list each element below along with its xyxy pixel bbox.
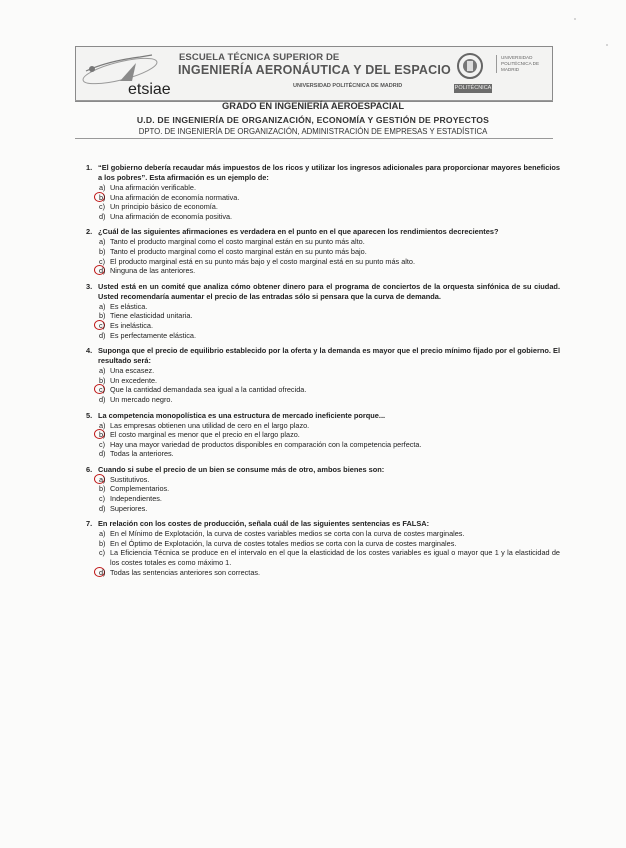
option-letter: d) xyxy=(99,394,106,404)
option-text: Un principio básico de economía. xyxy=(110,202,218,212)
option-d xyxy=(99,211,560,222)
scan-speck xyxy=(606,44,608,46)
question-number: 5. xyxy=(86,410,93,420)
option-text: Tanto el producto marginal como el costo marginal están en su punto más bajo. xyxy=(110,246,367,256)
school-name-line1: ESCUELA TÉCNICA SUPERIOR DE xyxy=(179,52,340,63)
unit-title: U.D. DE INGENIERÍA DE ORGANIZACIÓN, ECONOMÍA Y GESTIÓN DE PROYECTOS xyxy=(136,115,490,125)
option-c xyxy=(99,320,560,331)
option-c xyxy=(99,439,560,450)
option-d xyxy=(99,503,560,514)
option-text: En el Óptimo de Explotación, la curva de costes totales medios se corta con la curva de costes marginales. xyxy=(110,538,457,548)
question-number: 3. xyxy=(86,281,93,291)
option-letter: c) xyxy=(99,548,106,558)
option-letter: d) xyxy=(99,330,106,340)
option-text: Sustitutivos. xyxy=(110,474,150,484)
question-number: 7. xyxy=(86,519,93,529)
option-letter: a) xyxy=(99,301,106,311)
option-text: Todas las sentencias anteriores son correctas. xyxy=(110,567,261,577)
option-text: Es inelástica. xyxy=(110,320,153,330)
question-text: La competencia monopolística es una estructura de mercado ineficiente porque... xyxy=(98,410,386,420)
question-number: 2. xyxy=(86,227,93,237)
option-letter: d) xyxy=(99,567,106,577)
scan-speck xyxy=(574,18,576,20)
divider xyxy=(75,138,553,139)
option-a xyxy=(99,237,560,247)
option-letter: a) xyxy=(99,237,106,247)
option-letter: d) xyxy=(99,449,106,459)
option-b xyxy=(99,484,560,494)
option-a xyxy=(99,301,560,312)
option-letter: c) xyxy=(99,320,106,330)
option-b xyxy=(99,192,560,203)
option-letter: b) xyxy=(99,430,106,440)
option-d xyxy=(99,567,560,578)
option-text: La Eficiencia Técnica se produce en el intervalo en el que la elasticidad de los costes variables es igual o mayor que 1 y la elasticidad de los costes totales es como máximo 1. xyxy=(110,548,560,568)
option-text: El producto marginal está en su punto más bajo y el costo marginal está en su punto más alto. xyxy=(110,256,416,266)
university-name: UNIVERSIDAD POLITÉCNICA DE MADRID xyxy=(293,83,403,89)
option-text: Tanto el producto marginal como el costo marginal están en su punto más alto. xyxy=(110,237,365,247)
option-text: Es elástica. xyxy=(110,301,148,311)
option-d xyxy=(99,266,560,276)
option-text: El costo marginal es menor que el precio en el largo plazo. xyxy=(110,430,300,440)
option-a xyxy=(99,366,560,376)
question-3 xyxy=(86,281,560,340)
option-b xyxy=(99,246,560,257)
question-7 xyxy=(86,519,560,577)
option-text: Una escasez. xyxy=(110,366,155,376)
option-a xyxy=(99,474,560,485)
option-text: Independientes. xyxy=(110,494,162,504)
department-title: DPTO. DE INGENIERÍA DE ORGANIZACIÓN, ADMINISTRACIÓN DE EMPRESAS Y ESTADÍSTICA xyxy=(138,127,488,136)
option-d xyxy=(99,394,560,405)
option-a xyxy=(99,183,560,193)
option-d xyxy=(99,330,560,341)
question-text: En relación con los costes de producción, señala cuál de las siguientes sentencias es FALSA: xyxy=(98,519,430,529)
option-c xyxy=(99,202,560,212)
option-letter: a) xyxy=(99,420,106,430)
upm-seal-icon xyxy=(456,52,484,82)
question-number: 6. xyxy=(86,464,93,474)
option-letter: a) xyxy=(99,366,106,376)
school-header xyxy=(75,46,553,102)
question-number: 1. xyxy=(86,163,93,172)
option-letter: d) xyxy=(99,211,106,221)
option-text: Tiene elasticidad unitaria. xyxy=(110,311,193,321)
question-text: Suponga que el precio de equilibrio establecido por la oferta y la demanda es mayor que el precio mínimo fijado por el gobierno. El resultado será: xyxy=(98,346,560,366)
option-letter: c) xyxy=(99,256,106,266)
option-c xyxy=(99,256,560,267)
option-letter: c) xyxy=(99,439,106,449)
option-letter: b) xyxy=(99,484,106,494)
option-text: Es perfectamente elástica. xyxy=(110,330,196,340)
question-list xyxy=(86,163,560,583)
option-letter: b) xyxy=(99,375,106,385)
etsiae-logo-text: etsiae xyxy=(128,81,171,98)
option-b xyxy=(99,538,560,549)
option-text: Un excedente. xyxy=(110,375,158,385)
question-4 xyxy=(86,346,560,404)
option-c xyxy=(99,385,560,395)
option-letter: b) xyxy=(99,192,106,202)
option-letter: d) xyxy=(99,503,106,513)
option-letter: d) xyxy=(99,266,106,276)
question-text: Usted está en un comité que analiza cómo obtener dinero para el programa de conciertos de la orquesta sinfónica de su ciudad. Usted recomendaría aumentar el precio de las entradas sólo si pensara que la curva de demanda. xyxy=(98,281,560,301)
option-letter: c) xyxy=(99,385,106,395)
question-text: “El gobierno debería recaudar más impuestos de los ricos y utilizar los ingresos adicionales para proporcionar mayores beneficios a los pobres”. Esta afirmación es un ejemplo de: xyxy=(98,163,560,182)
option-text: Hay una mayor variedad de productos disponibles en comparación con la competencia perfecta. xyxy=(110,439,422,449)
degree-title: GRADO EN INGENIERÍA AEROESPACIAL xyxy=(222,101,404,111)
option-text: Un mercado negro. xyxy=(110,394,173,404)
school-name-line2: INGENIERÍA AERONÁUTICA Y DEL ESPACIO xyxy=(178,63,451,77)
option-b xyxy=(99,430,560,440)
option-letter: a) xyxy=(99,529,106,539)
option-d xyxy=(99,449,560,459)
option-text: Que la cantidad demandada sea igual a la cantidad ofrecida. xyxy=(110,385,307,395)
question-number: 4. xyxy=(86,346,93,356)
option-letter: b) xyxy=(99,538,106,548)
option-c xyxy=(99,494,560,504)
question-2 xyxy=(86,227,560,276)
option-text: Una afirmación de economía normativa. xyxy=(110,192,240,202)
option-a xyxy=(99,529,560,539)
degree-block xyxy=(75,100,551,136)
option-letter: b) xyxy=(99,246,106,256)
option-text: Ninguna de las anteriores. xyxy=(110,266,196,276)
option-letter: a) xyxy=(99,474,106,484)
option-letter: b) xyxy=(99,311,106,321)
option-letter: c) xyxy=(99,494,106,504)
option-b xyxy=(99,375,560,386)
option-b xyxy=(99,311,560,321)
question-text: Cuando si sube el precio de un bien se consume más de otro, ambos bienes son: xyxy=(98,464,385,474)
option-letter: c) xyxy=(99,202,106,212)
question-1 xyxy=(86,163,560,221)
option-text: En el Mínimo de Explotación, la curva de costes variables medios se corta con la curva de costes marginales. xyxy=(110,529,465,539)
option-a xyxy=(99,420,560,431)
option-text: Todas la anteriores. xyxy=(110,449,174,459)
question-5 xyxy=(86,410,560,459)
option-text: Complementarios. xyxy=(110,484,170,494)
question-text: ¿Cuál de las siguientes afirmaciones es verdadera en el punto en el que aparecen los rendimientos decrecientes? xyxy=(98,227,499,237)
upm-badge: POLITÉCNICA xyxy=(454,85,492,91)
option-text: Una afirmación verificable. xyxy=(110,183,196,192)
option-text: Las empresas obtienen una utilidad de cero en el largo plazo. xyxy=(110,420,310,430)
option-letter: a) xyxy=(99,183,106,192)
option-text: Superiores. xyxy=(110,503,148,513)
option-text: Una afirmación de economía positiva. xyxy=(110,211,233,221)
question-6 xyxy=(86,464,560,513)
university-side-label: UNIVERSIDAD POLITÉCNICA DE MADRID xyxy=(496,55,553,73)
option-c xyxy=(99,548,560,568)
